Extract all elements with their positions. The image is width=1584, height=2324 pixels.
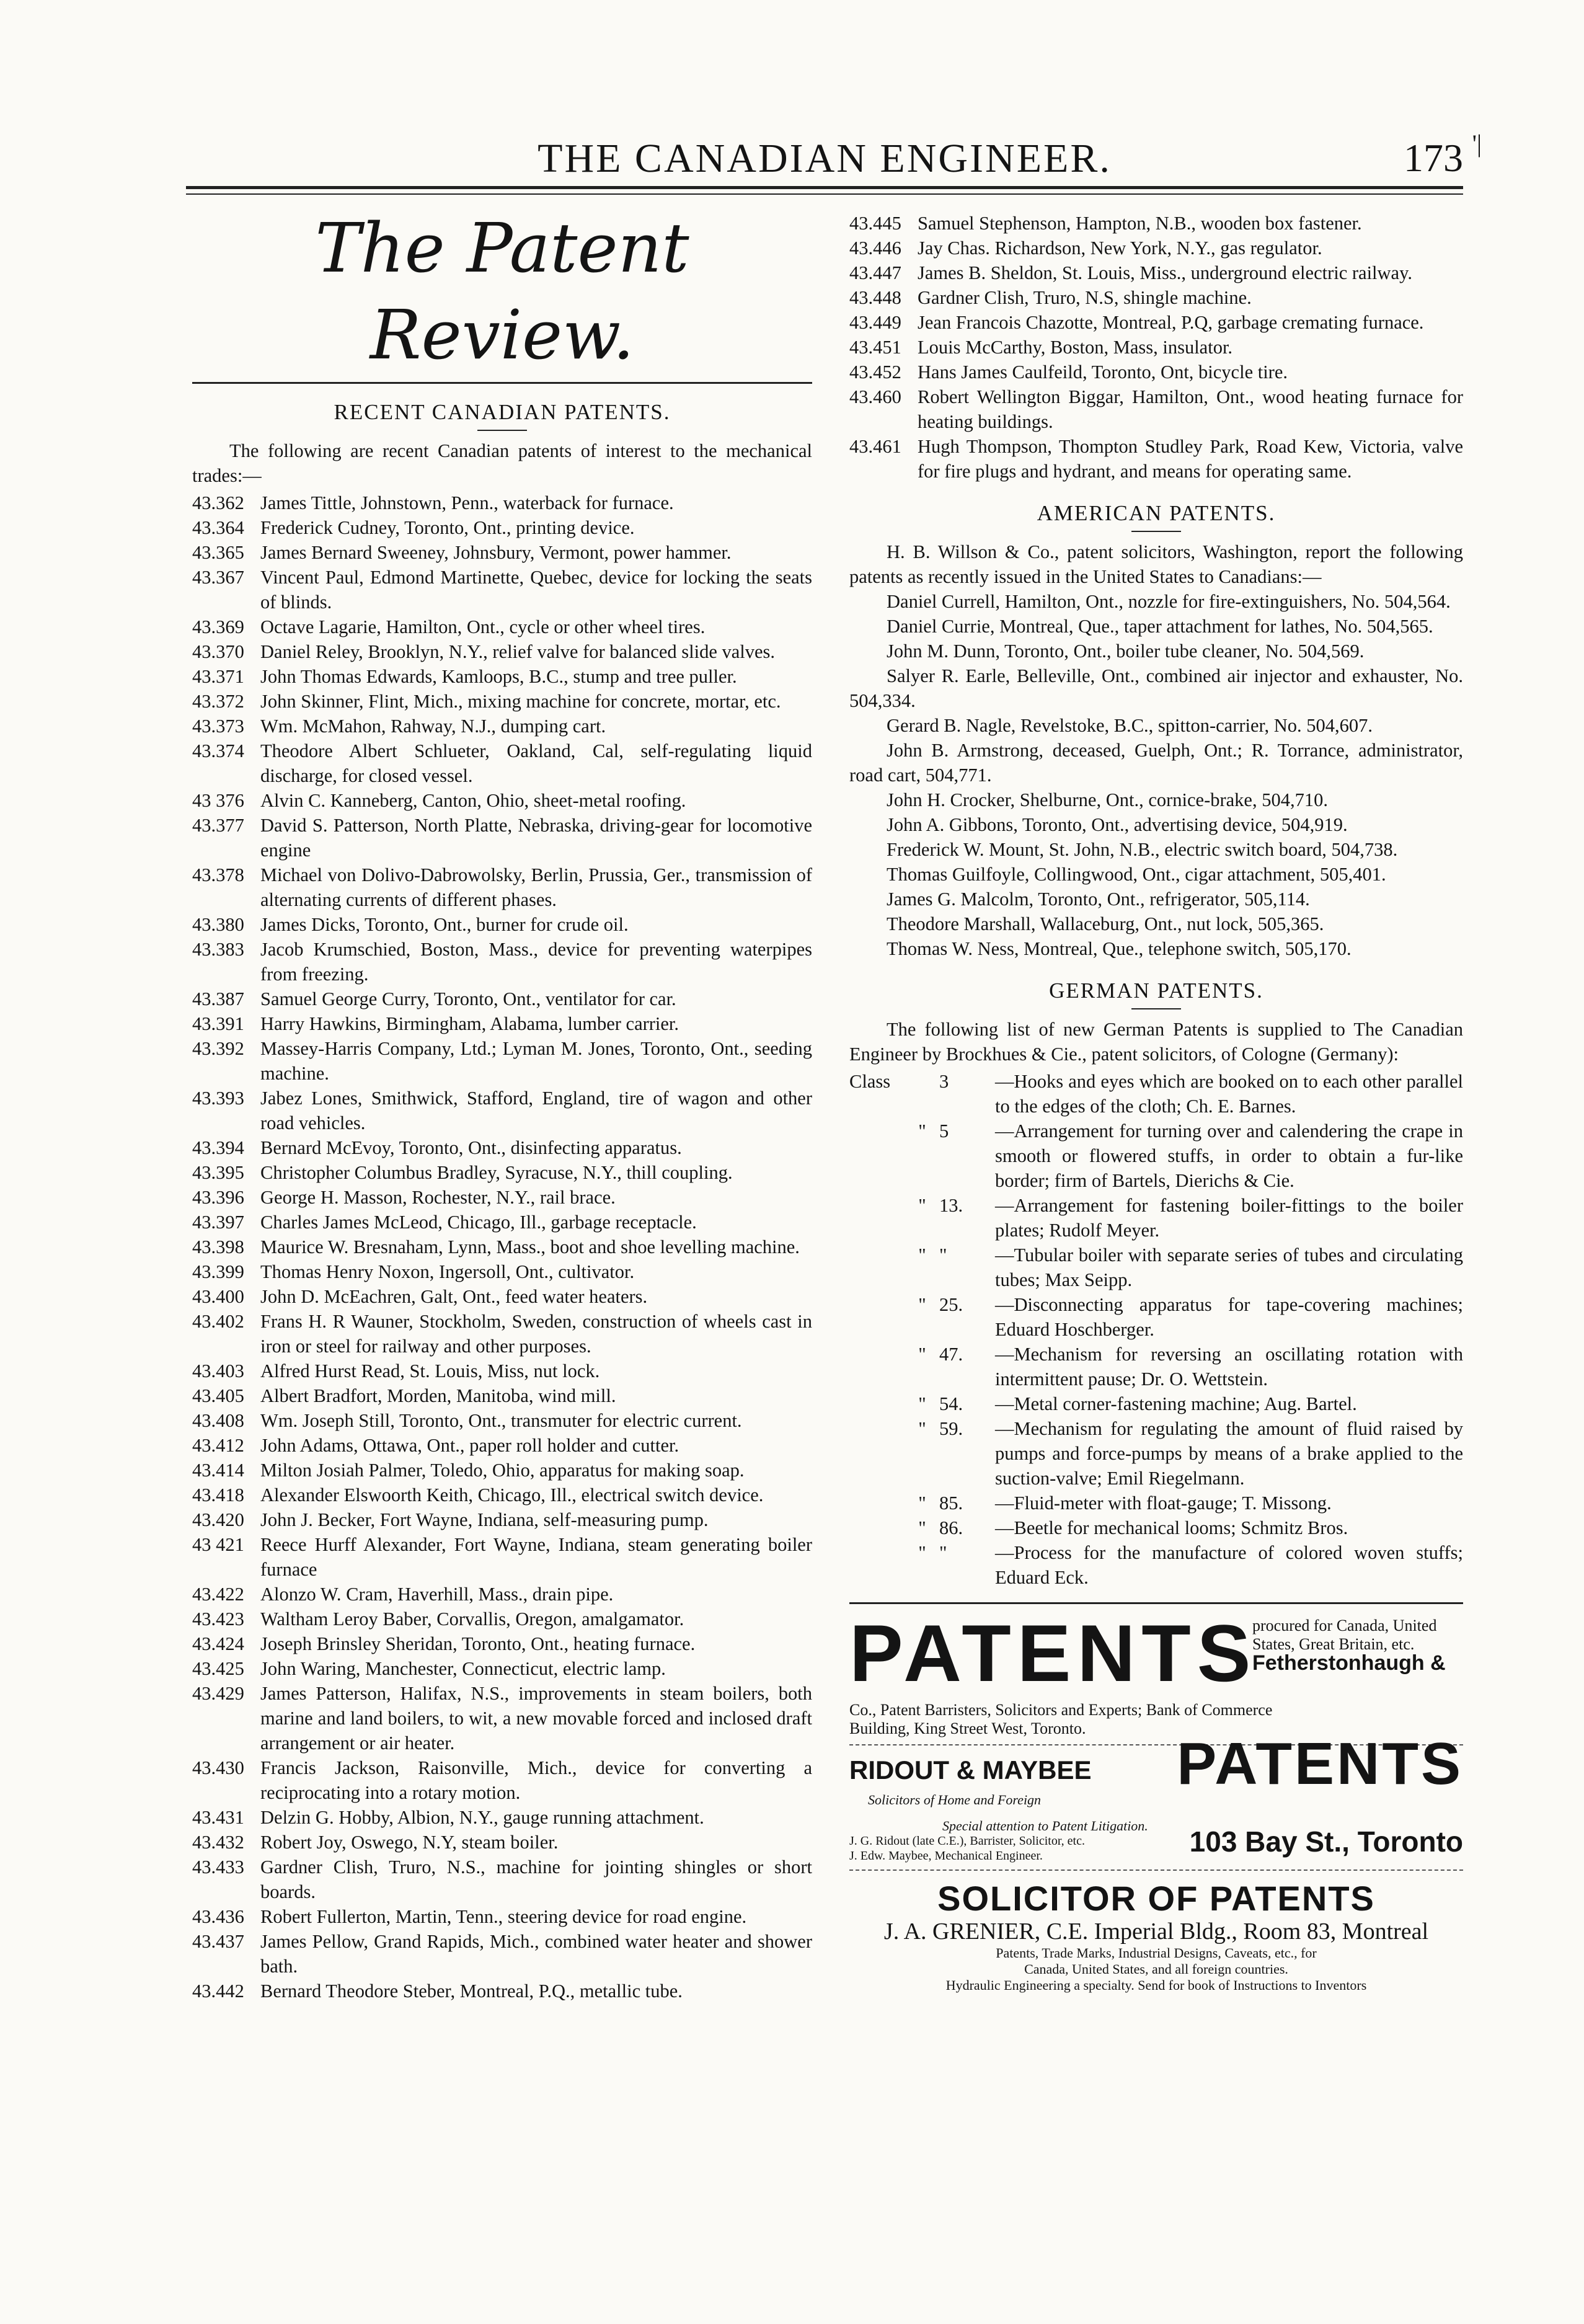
patent-text: Christopher Columbus Bradley, Syracuse, N.Y., thill coupling.	[260, 1162, 733, 1183]
patent-text: John Adams, Ottawa, Ont., paper roll holder and cutter.	[260, 1435, 679, 1456]
german-class-entry	[849, 1515, 1463, 1540]
margin-mark: '|	[1472, 130, 1482, 157]
patent-text: Bernard McEvoy, Toronto, Ont., disinfecting apparatus.	[260, 1137, 682, 1158]
american-patent-entry: Daniel Currie, Montreal, Que., taper attachment for lathes, No. 504,565.	[887, 616, 1433, 637]
patent-number: 43.437	[192, 1931, 244, 1952]
patent-number: 43.364	[192, 517, 244, 538]
ad-fetherstonhaugh	[849, 1608, 1463, 1737]
class-number: 59.	[939, 1418, 963, 1439]
class-description: —Mechanism for reversing an oscillating rotation with intermittent pause; Dr. O. Wettstein.	[995, 1344, 1463, 1390]
patent-entry	[849, 236, 1463, 260]
patent-entry	[849, 360, 1463, 384]
class-text-block	[939, 1069, 1463, 1119]
ad-partner: J. Edw. Maybee, Mechanical Engineer.	[849, 1849, 1043, 1863]
patent-text: John D. McEachren, Galt, Ont., feed water heaters.	[260, 1286, 648, 1307]
patent-entry	[192, 1582, 812, 1607]
german-class-entry	[849, 1119, 1463, 1193]
patent-text: Frans H. R Wauner, Stockholm, Sweden, construction of wheels cast in iron or steel for railway and other purposes.	[260, 1311, 812, 1357]
patent-number: 43.370	[192, 641, 244, 662]
patent-entry	[192, 1433, 812, 1458]
american-patent-entry: Daniel Currell, Hamilton, Ont., nozzle for fire-extinguishers, No. 504,564.	[887, 591, 1451, 612]
ditto-mark: "	[918, 1294, 926, 1315]
class-label: Class	[849, 1071, 891, 1092]
patent-text: Maurice W. Bresnaham, Lynn, Mass., boot and shoe levelling machine.	[260, 1236, 800, 1257]
patent-text: Jacob Krumschied, Boston, Mass., device for preventing waterpipes from freezing.	[260, 939, 812, 985]
patent-text: Robert Wellington Biggar, Hamilton, Ont., wood heating furnace for heating buildings.	[918, 386, 1463, 432]
american-patent-list	[849, 589, 1463, 961]
patent-number: 43.399	[192, 1261, 244, 1282]
ditto-mark: "	[918, 1120, 926, 1142]
ad-line: Patents, Trade Marks, Industrial Designs, Caveats, etc., for	[996, 1945, 1317, 1961]
class-description: —Mechanism for regulating the amount of fluid raised by pumps and force-pumps by means of a brake applied to the suction-valve; Emil Riegelmann.	[995, 1418, 1463, 1489]
american-patent-entry: Thomas W. Ness, Montreal, Que., telephone switch, 505,170.	[887, 938, 1352, 959]
class-text-block	[939, 1292, 1463, 1342]
patent-text: Hans James Caulfeild, Toronto, Ont, bicycle tire.	[918, 361, 1288, 383]
left-column	[192, 208, 812, 2003]
ad-line: Canada, United States, and all foreign countries.	[1024, 1961, 1288, 1977]
patent-number: 43.432	[192, 1832, 244, 1853]
patent-entry	[192, 1805, 812, 1830]
class-label	[849, 1292, 905, 1342]
ad-patents-word: PATENTS	[1177, 1731, 1463, 1797]
class-text-block	[939, 1540, 1463, 1590]
patent-number: 43.423	[192, 1608, 244, 1630]
class-text-block	[939, 1491, 1463, 1515]
patent-entry	[192, 1855, 812, 1904]
patent-entry	[192, 1383, 812, 1408]
section-heading-canadian: RECENT CANADIAN PATENTS.	[334, 400, 671, 424]
patent-number: 43 376	[192, 790, 244, 811]
patent-number: 43.369	[192, 616, 244, 637]
patent-number: 43.400	[192, 1286, 244, 1307]
american-patent-entry: Theodore Marshall, Wallaceburg, Ont., nut lock, 505,365.	[887, 913, 1324, 934]
patent-entry	[192, 1458, 812, 1483]
patent-number: 43.452	[849, 361, 901, 383]
patent-text: Jabez Lones, Smithwick, Stafford, England, tire of wagon and other road vehicles.	[260, 1088, 812, 1133]
german-class-entry	[849, 1491, 1463, 1515]
patent-number: 43.408	[192, 1410, 244, 1431]
class-description: —Arrangement for fastening boiler-fittings to the boiler plates; Rudolf Meyer.	[995, 1195, 1463, 1241]
right-column	[849, 211, 1463, 1994]
patent-number: 43.420	[192, 1509, 244, 1530]
class-label	[849, 1416, 905, 1491]
patent-entry	[192, 490, 812, 515]
class-text-block	[939, 1243, 1463, 1292]
patent-text: Samuel Stephenson, Hampton, N.B., wooden box fastener.	[918, 213, 1362, 234]
patent-number: 43.460	[849, 386, 901, 407]
patent-number: 43.405	[192, 1385, 244, 1406]
ditto-mark: "	[918, 1418, 926, 1439]
patent-number: 43.448	[849, 287, 901, 308]
german-class-entry	[849, 1292, 1463, 1342]
patent-text: James Patterson, Halifax, N.S., improvements in steam boilers, both marine and land boilers, to wit, a new movable forced and inclosed draft arrangement or air heater.	[260, 1683, 812, 1754]
ditto-mark: "	[918, 1244, 926, 1266]
patent-text: Thomas Henry Noxon, Ingersoll, Ont., cultivator.	[260, 1261, 635, 1282]
german-class-entry	[849, 1391, 1463, 1416]
ad-ridout-maybee	[849, 1731, 1463, 1869]
class-description: —Arrangement for turning over and calendering the crape in smooth or flowered stuffs, in order to obtain a fur-like border; firm of Bartels, Dierichs & Cie.	[995, 1120, 1463, 1191]
patent-text: James Bernard Sweeney, Johnsbury, Vermont, power hammer.	[260, 542, 732, 563]
patent-number: 43.418	[192, 1484, 244, 1506]
patent-entry	[849, 335, 1463, 360]
class-description: —Disconnecting apparatus for tape-covering machines; Eduard Hoschberger.	[995, 1294, 1463, 1340]
patent-text: Louis McCarthy, Boston, Mass, insulator.	[918, 337, 1233, 358]
patent-number: 43.394	[192, 1137, 244, 1158]
ad-patents-word: PATENTS	[849, 1608, 1257, 1698]
class-number: 25.	[939, 1294, 963, 1315]
short-rule	[477, 430, 527, 431]
patent-text: John Thomas Edwards, Kamloops, B.C., stump and tree puller.	[260, 666, 737, 687]
class-text-block	[939, 1391, 1463, 1416]
patent-entry	[192, 1532, 812, 1582]
ditto-mark: "	[918, 1542, 926, 1563]
ditto-mark: "	[918, 1195, 926, 1216]
patent-text: Massey-Harris Company, Ltd.; Lyman M. Jones, Toronto, Ont., seeding machine.	[260, 1038, 812, 1084]
ad-line: Hydraulic Engineering a specialty. Send for book of Instructions to Inventors	[945, 1977, 1367, 1993]
patent-entry	[192, 1086, 812, 1135]
class-label	[849, 1515, 905, 1540]
patent-text: Theodore Albert Schlueter, Oakland, Cal, self-regulating liquid discharge, for closed vessel.	[260, 740, 812, 786]
patent-entry	[192, 1235, 812, 1259]
class-description: —Process for the manufacture of colored woven stuffs; Eduard Eck.	[995, 1542, 1463, 1588]
patent-text: John Skinner, Flint, Mich., mixing machine for concrete, mortar, etc.	[260, 691, 781, 712]
ad-partner-names	[849, 1834, 1085, 1863]
class-label	[849, 1491, 905, 1515]
patent-number: 43.396	[192, 1187, 244, 1208]
patent-entry	[192, 1259, 812, 1284]
class-number: 13.	[939, 1195, 963, 1216]
class-label	[849, 1193, 905, 1243]
patent-entry	[192, 1408, 812, 1433]
ditto-mark: "	[918, 1517, 926, 1538]
ad-address: 103 Bay St., Toronto	[1189, 1825, 1463, 1858]
page-header	[186, 130, 1482, 185]
patent-entry	[849, 384, 1463, 434]
ad-partner: J. G. Ridout (late C.E.), Barrister, Solicitor, etc.	[849, 1834, 1085, 1848]
patent-text: Michael von Dolivo-Dabrowolsky, Berlin, Prussia, Ger., transmission of alternating currents of different phases.	[260, 864, 812, 910]
patent-text: Waltham Leroy Baber, Corvallis, Oregon, amalgamator.	[260, 1608, 684, 1630]
patent-entry	[192, 1135, 812, 1160]
journal-title: THE CANADIAN ENGINEER.	[538, 136, 1112, 181]
ad-specialty: Special attention to Patent Litigation.	[942, 1818, 1148, 1834]
class-number: 86.	[939, 1517, 963, 1538]
class-text-block	[939, 1119, 1463, 1193]
american-patent-entry: John A. Gibbons, Toronto, Ont., advertising device, 504,919.	[887, 814, 1348, 835]
patent-text: Frederick Cudney, Toronto, Ont., printing device.	[260, 517, 635, 538]
patent-text: Vincent Paul, Edmond Martinette, Quebec, device for locking the seats of blinds.	[260, 567, 812, 613]
patent-entry	[192, 540, 812, 565]
patent-text: Alvin C. Kanneberg, Canton, Ohio, sheet-metal roofing.	[260, 790, 686, 811]
patent-entry	[192, 813, 812, 863]
patent-text: Delzin G. Hobby, Albion, N.Y., gauge running attachment.	[260, 1807, 704, 1828]
logo-rule	[192, 382, 812, 384]
patent-number: 43.398	[192, 1236, 244, 1257]
patent-text: Alonzo W. Cram, Haverhill, Mass., drain pipe.	[260, 1584, 614, 1605]
patent-entry	[192, 714, 812, 738]
class-number: 3	[939, 1071, 949, 1092]
patent-entry	[849, 285, 1463, 310]
patent-entry	[192, 1607, 812, 1631]
patent-entry	[192, 863, 812, 912]
patent-number: 43 421	[192, 1534, 244, 1555]
patent-entry	[192, 738, 812, 788]
patent-entry	[192, 614, 812, 639]
patent-text: James Tittle, Johnstown, Penn., waterback for furnace.	[260, 492, 674, 513]
patent-text: Robert Joy, Oswego, N.Y, steam boiler.	[260, 1832, 559, 1853]
american-patent-entry: Frederick W. Mount, St. John, N.B., electric switch board, 504,738.	[887, 839, 1398, 860]
patent-entry	[192, 1929, 812, 1979]
german-class-entry	[849, 1193, 1463, 1243]
patent-number: 43.367	[192, 567, 244, 588]
patent-text: Alexander Elswoorth Keith, Chicago, Ill., electrical switch device.	[260, 1484, 764, 1506]
header-rule-thick	[186, 186, 1463, 189]
patent-number: 43.365	[192, 542, 244, 563]
american-patent-entry: Thomas Guilfoyle, Collingwood, Ont., cigar attachment, 505,401.	[887, 864, 1386, 885]
patent-number: 43.422	[192, 1584, 244, 1605]
patent-entry	[192, 689, 812, 714]
patent-number: 43.374	[192, 740, 244, 761]
ad-grenier	[849, 1869, 1463, 1994]
patent-number: 43.403	[192, 1360, 244, 1382]
patent-number: 43.387	[192, 988, 244, 1009]
patent-number: 43.430	[192, 1757, 244, 1778]
patent-text: Wm. Joseph Still, Toronto, Ont., transmuter for electric current.	[260, 1410, 742, 1431]
patent-number: 43.377	[192, 815, 244, 836]
american-patent-entry: Gerard B. Nagle, Revelstoke, B.C., spitton-carrier, No. 504,607.	[887, 715, 1373, 736]
header-rule-thin	[186, 193, 1463, 195]
patent-number: 43.414	[192, 1460, 244, 1481]
ad-firm-name: J. A. GRENIER, C.E. Imperial Bldg., Room 83, Montreal	[883, 1918, 1429, 1945]
patent-entry	[192, 1011, 812, 1036]
patent-number: 43.447	[849, 262, 901, 283]
patent-entry	[849, 434, 1463, 484]
american-patent-entry: Salyer R. Earle, Belleville, Ont., combined air injector and exhauster, No. 504,334.	[849, 665, 1463, 711]
patent-entry	[192, 515, 812, 540]
patent-number: 43.425	[192, 1658, 244, 1679]
patent-text: Bernard Theodore Steber, Montreal, P.Q., metallic tube.	[260, 1980, 683, 2002]
ditto-mark: "	[918, 1344, 926, 1365]
patent-entry	[192, 937, 812, 987]
patent-number: 43.433	[192, 1856, 244, 1878]
patent-text: David S. Patterson, North Platte, Nebraska, driving-gear for locomotive engine	[260, 815, 812, 861]
patent-entry	[849, 211, 1463, 236]
patent-number: 43.429	[192, 1683, 244, 1704]
class-number: 5	[939, 1120, 949, 1142]
patent-text: Charles James McLeod, Chicago, Ill., garbage receptacle.	[260, 1212, 697, 1233]
patent-entry	[192, 1755, 812, 1805]
class-text-block	[939, 1515, 1463, 1540]
patent-number: 43.424	[192, 1633, 244, 1654]
class-number: 47.	[939, 1344, 963, 1365]
patent-number: 43.380	[192, 914, 244, 935]
patent-text: James Pellow, Grand Rapids, Mich., combined water heater and shower bath.	[260, 1931, 812, 1977]
patent-entry	[192, 1830, 812, 1855]
patent-text: Jay Chas. Richardson, New York, N.Y., gas regulator.	[918, 237, 1322, 259]
ditto-mark: "	[918, 1393, 926, 1414]
ad-side-text	[1252, 1617, 1446, 1674]
patent-number: 43.392	[192, 1038, 244, 1059]
patent-entry	[849, 310, 1463, 335]
ad-subtitle: Solicitors of Home and Foreign	[868, 1792, 1042, 1807]
class-text-block	[939, 1342, 1463, 1391]
patent-number: 43.446	[849, 237, 901, 259]
patent-text: Gardner Clish, Truro, N.S., machine for jointing shingles or short boards.	[260, 1856, 812, 1902]
ad-side-line: States, Great Britain, etc.	[1252, 1635, 1415, 1653]
advertisements	[849, 1602, 1463, 1994]
patent-text: Reece Hurff Alexander, Fort Wayne, Indiana, steam generating boiler furnace	[260, 1534, 812, 1580]
patent-number: 43.372	[192, 691, 244, 712]
patent-entry	[192, 1483, 812, 1507]
class-description: —Fluid-meter with float-gauge; T. Missong.	[995, 1492, 1332, 1514]
patent-number: 43.371	[192, 666, 244, 687]
patent-text: Samuel George Curry, Toronto, Ont., ventilator for car.	[260, 988, 676, 1009]
patent-number: 43.362	[192, 492, 244, 513]
patent-entry	[192, 1631, 812, 1656]
patent-text: Joseph Brinsley Sheridan, Toronto, Ont., heating furnace.	[260, 1633, 696, 1654]
class-description: —Hooks and eyes which are booked on to each other parallel to the edges of the cloth; Ch. E. Barnes.	[995, 1071, 1463, 1117]
patent-entry	[192, 1681, 812, 1755]
canadian-intro: The following are recent Canadian patents of interest to the mechanical trades:—	[192, 440, 812, 486]
patent-number: 43.378	[192, 864, 244, 885]
patent-text: Daniel Reley, Brooklyn, N.Y., relief valve for balanced slide valves.	[260, 641, 776, 662]
patent-entry	[192, 1036, 812, 1086]
patent-number: 43.391	[192, 1013, 244, 1034]
patent-text: Gardner Clish, Truro, N.S, shingle machine.	[918, 287, 1252, 308]
patent-text: Milton Josiah Palmer, Toledo, Ohio, apparatus for making soap.	[260, 1460, 745, 1481]
ad-firm-name: RIDOUT & MAYBEE	[849, 1755, 1092, 1785]
patent-entry	[192, 1507, 812, 1532]
patent-text: John Waring, Manchester, Connecticut, electric lamp.	[260, 1658, 666, 1679]
patent-number: 43.436	[192, 1906, 244, 1927]
patent-text: Hugh Thompson, Thompton Studley Park, Road Kew, Victoria, valve for fire plugs and hydrant, and means for operating same.	[918, 436, 1463, 482]
patent-entry	[849, 260, 1463, 285]
short-rule	[1131, 531, 1181, 532]
patent-text: Francis Jackson, Raisonville, Mich., device for converting a reciprocating into a rotary motion.	[260, 1757, 812, 1803]
class-number: "	[939, 1542, 947, 1563]
ad-foot-line: Building, King Street West, Toronto.	[849, 1719, 1086, 1737]
class-label	[849, 1391, 905, 1416]
patent-number: 43.442	[192, 1980, 244, 2002]
german-patent-list	[849, 1069, 1463, 1590]
german-class-entry	[849, 1243, 1463, 1292]
patent-number: 43.461	[849, 436, 901, 457]
class-label	[849, 1540, 905, 1590]
ad-heading: SOLICITOR OF PATENTS	[937, 1879, 1375, 1918]
ad-firm-name: Fetherstonhaugh &	[1252, 1651, 1446, 1675]
canadian-patent-list-continued	[849, 211, 1463, 484]
patent-entry	[192, 1284, 812, 1309]
patent-entry	[192, 1309, 812, 1359]
patent-entry	[192, 565, 812, 614]
american-patent-entry: James G. Malcolm, Toronto, Ont., refrigerator, 505,114.	[887, 889, 1310, 910]
ditto-mark	[905, 1069, 939, 1119]
canadian-patent-list	[192, 490, 812, 2003]
patent-entry	[192, 1359, 812, 1383]
patent-number: 43.451	[849, 337, 901, 358]
patent-number: 43.449	[849, 312, 901, 333]
patent-text: Alfred Hurst Read, St. Louis, Miss, nut lock.	[260, 1360, 600, 1382]
german-class-entry	[849, 1069, 1463, 1119]
class-label	[849, 1243, 905, 1292]
ad-foot-line: Co., Patent Barristers, Solicitors and Experts; Bank of Commerce	[849, 1701, 1273, 1719]
german-class-entry	[849, 1540, 1463, 1590]
american-patent-entry: John M. Dunn, Toronto, Ont., boiler tube cleaner, No. 504,569.	[887, 641, 1365, 662]
class-number: 54.	[939, 1393, 963, 1414]
class-text-block	[939, 1416, 1463, 1491]
section-heading-american: AMERICAN PATENTS.	[1037, 501, 1276, 525]
american-intro: H. B. Willson & Co., patent solicitors, Washington, report the following patents as recently issued in the United States to Canadians:—	[849, 541, 1463, 587]
class-number: "	[939, 1244, 947, 1266]
american-patent-entry: John B. Armstrong, deceased, Guelph, Ont.; R. Torrance, administrator, road cart, 504,771.	[849, 740, 1463, 786]
patent-number: 43.373	[192, 716, 244, 737]
patent-text: Robert Fullerton, Martin, Tenn., steering device for road engine.	[260, 1906, 747, 1927]
patent-number: 43.397	[192, 1212, 244, 1233]
patent-number: 43.445	[849, 213, 901, 234]
patent-entry	[192, 1210, 812, 1235]
patent-text: James B. Sheldon, St. Louis, Miss., underground electric railway.	[918, 262, 1412, 283]
patent-entry	[192, 788, 812, 813]
class-label	[849, 1119, 905, 1193]
patent-entry	[192, 912, 812, 937]
patent-entry	[192, 664, 812, 689]
patent-entry	[192, 1160, 812, 1185]
patent-text: Harry Hawkins, Birmingham, Alabama, lumber carrier.	[260, 1013, 679, 1034]
ditto-mark: "	[918, 1492, 926, 1514]
patent-number: 43.383	[192, 939, 244, 960]
ad-side-line: procured for Canada, United	[1252, 1617, 1437, 1634]
class-text-block	[939, 1193, 1463, 1243]
class-description: —Metal corner-fastening machine; Aug. Bartel.	[995, 1393, 1357, 1414]
class-number: 85.	[939, 1492, 963, 1514]
patent-text: Albert Bradfort, Morden, Manitoba, wind mill.	[260, 1385, 616, 1406]
class-description: —Tubular boiler with separate series of tubes and circulating tubes; Max Seipp.	[995, 1244, 1463, 1290]
patent-review-logo: The Patent Review.	[315, 208, 689, 375]
patent-number: 43.393	[192, 1088, 244, 1109]
patent-entry	[192, 1979, 812, 2003]
patent-text: George H. Masson, Rochester, N.Y., rail brace.	[260, 1187, 616, 1208]
american-patent-entry: John H. Crocker, Shelburne, Ont., cornice-brake, 504,710.	[887, 789, 1328, 810]
patent-text: John J. Becker, Fort Wayne, Indiana, self-measuring pump.	[260, 1509, 709, 1530]
german-class-entry	[849, 1342, 1463, 1391]
german-intro: The following list of new German Patents is supplied to The Canadian Engineer by Brockhues & Cie., patent solicitors, of Cologne (Germany):	[849, 1019, 1463, 1065]
patent-text: Octave Lagarie, Hamilton, Ont., cycle or other wheel tires.	[260, 616, 706, 637]
class-description: —Beetle for mechanical looms; Schmitz Bros.	[995, 1517, 1348, 1538]
patent-entry	[192, 1656, 812, 1681]
page-number: 173	[1404, 136, 1463, 180]
patent-number: 43.431	[192, 1807, 244, 1828]
patent-number: 43.412	[192, 1435, 244, 1456]
class-label	[849, 1342, 905, 1391]
patent-text: Wm. McMahon, Rahway, N.J., dumping cart.	[260, 716, 606, 737]
short-rule	[1131, 1008, 1181, 1009]
patent-entry	[192, 987, 812, 1011]
patent-entry	[192, 1904, 812, 1929]
patent-entry	[192, 639, 812, 664]
patent-text: James Dicks, Toronto, Ont., burner for crude oil.	[260, 914, 629, 935]
section-heading-german: GERMAN PATENTS.	[1049, 978, 1263, 1003]
german-class-entry	[849, 1416, 1463, 1491]
patent-text: Jean Francois Chazotte, Montreal, P.Q, garbage cremating furnace.	[918, 312, 1424, 333]
patent-entry	[192, 1185, 812, 1210]
patent-number: 43.395	[192, 1162, 244, 1183]
patent-number: 43.402	[192, 1311, 244, 1332]
